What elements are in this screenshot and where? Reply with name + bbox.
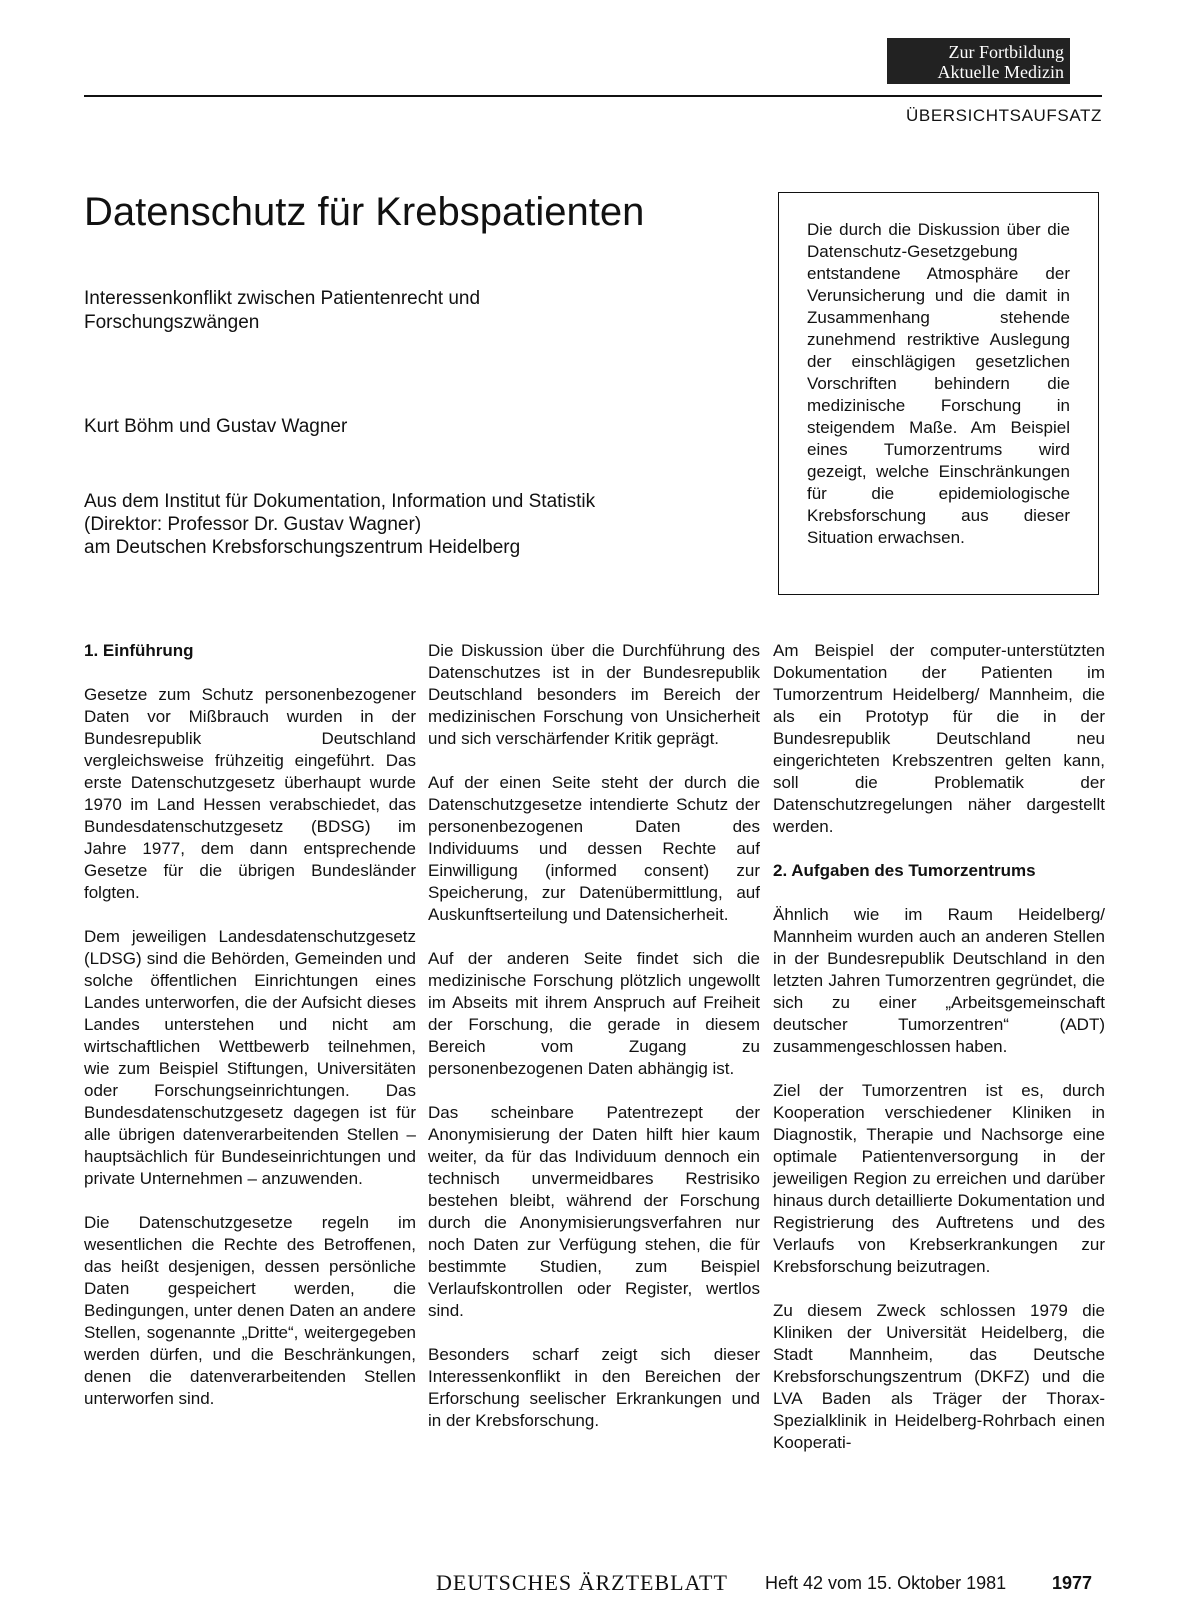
paragraph: Dem jeweiligen Landesdatenschutzgesetz (LDSG) sind die Behörden, Gemeinden und solche öffentlichen Einrichtungen eines Landes unterworfen, die der Aufsicht dieses Landes unterstehen und nicht am wirtschaftlichen Wettbewerb teilnehmen, wie zum Beispiel Stiftungen, Universitäten oder Forschungseinrichtungen. Das Bundesdatenschutzgesetz dagegen ist für alle übrigen datenverarbeitenden Stellen – hauptsächlich für Bundeseinrichtungen und private Unternehmen – anzuwenden. (84, 927, 416, 1188)
paragraph: Ähnlich wie im Raum Heidelberg/ Mannheim wurden auch an anderen Stellen in der Bundesrepublik Deutschland in den letzten Jahren Tumorzentren gegründet, die sich zu einer „Arbeitsgemeinschaft deutscher Tumorzentren“ (ADT) zusammengeschlossen haben. (773, 905, 1105, 1056)
abstract-box (778, 192, 1099, 595)
body-column-2 (428, 640, 760, 1454)
article-title: Datenschutz für Krebspatienten (84, 190, 645, 234)
article-subtitle: Interessenkonflikt zwischen Patientenrecht und Forschungszwängen (84, 288, 481, 333)
body-column-3 (773, 640, 1105, 1476)
section-heading: 2. Aufgaben des Tumorzentrums (773, 861, 1036, 880)
paragraph: Am Beispiel der computer-unterstützten Dokumentation der Patienten im Tumorzentrum Heidelberg/ Mannheim, die als ein Prototyp für die in der Bundesrepublik Deutschland neu eingerichteten Krebszentren gelten kann, soll die Problematik der Datenschutzregelungen näher dargestellt werden. (773, 641, 1105, 836)
abstract-text: Die durch die Diskussion über die Datenschutz-Gesetzgebung entstandene Atmosphäre der Verunsicherung und die damit in Zusammenhang stehende zunehmend restriktive Auslegung der einschlägigen gesetzlichen Vorschriften behindern die medizinische Forschung in steigendem Maße. Am Beispiel eines Tumorzentrums wird gezeigt, welche Einschränkungen für die epidemiologische Krebsforschung aus dieser Situation erwachsen. (807, 220, 1070, 547)
paragraph: Die Diskussion über die Durchführung des Datenschutzes ist in der Bundesrepublik Deutschland besonders im Bereich der medizinischen Forschung von Unsicherheit und sich verschärfender Kritik geprägt. (428, 641, 760, 748)
authors: Kurt Böhm und Gustav Wagner (84, 416, 348, 437)
journal-name: DEUTSCHES ÄRZTEBLATT (436, 1570, 728, 1595)
paragraph: Ziel der Tumorzentren ist es, durch Kooperation verschiedener Kliniken in Diagnostik, Therapie und Nachsorge eine optimale Patientenversorgung in der jeweiligen Region zu erreichen und darüber hinaus durch detaillierte Dokumentation und Registrierung des Auftretens und des Verlaufs von Krebserkrankungen zur Krebsforschung beizutragen. (773, 1081, 1105, 1276)
header-rule (84, 95, 1102, 97)
page-footer (0, 1570, 1178, 1600)
paragraph: Das scheinbare Patentrezept der Anonymisierung der Daten hilft hier kaum weiter, da für das Individuum dennoch ein technisch unvermeidbares Restrisiko bestehen bleibt, während der Forschung durch die Anonymisierungsverfahren nur noch Daten zur Verfügung stehen, die für bestimmte Studien, zum Beispiel Verlaufskontrollen oder Register, wertlos sind. (428, 1103, 760, 1320)
paragraph: Zu diesem Zweck schlossen 1979 die Kliniken der Universität Heidelberg, die Stadt Mannheim, das Deutsche Krebsforschungszentrum (DKFZ) und die LVA Baden als Träger der Thorax-Spezialklinik in Heidelberg-Rohrbach einen Kooperati- (773, 1301, 1105, 1452)
paragraph: Auf der einen Seite steht der durch die Datenschutzgesetze intendierte Schutz der personenbezogenen Daten des Individuums und dessen Rechte auf Einwilligung (informed consent) zur Speicherung, zur Datenübermittlung, auf Auskunftserteilung und Datensicherheit. (428, 773, 760, 924)
body-column-1 (84, 640, 416, 1432)
section-badge (887, 38, 1070, 84)
paragraph: Besonders scharf zeigt sich dieser Interessenkonflikt in den Bereichen der Erforschung seelischer Erkrankungen und in der Krebsforschung. (428, 1345, 760, 1430)
paragraph: Die Datenschutzgesetze regeln im wesentlichen die Rechte des Betroffenen, das heißt desjenigen, dessen persönliche Daten gespeichert werden, die Bedingungen, unter denen Daten an andere Stellen, sogenannte „Dritte“, weitergegeben werden dürfen, und die Beschränkungen, denen die datenverarbeitenden Stellen unterworfen sind. (84, 1213, 416, 1408)
article-type: ÜBERSICHTSAUFSATZ (906, 106, 1102, 125)
affiliation-line: Aus dem Institut für Dokumentation, Information und Statistik (84, 491, 596, 512)
paragraph: Gesetze zum Schutz personenbezogener Daten vor Mißbrauch wurden in der Bundesrepublik Deutschland vergleichsweise frühzeitig eingeführt. Das erste Datenschutzgesetz überhaupt wurde 1970 im Land Hessen verabschiedet, das Bundesdatenschutzgesetz (BDSG) im Jahre 1977, dem dann entsprechende Gesetze für die übrigen Bundesländer folgten. (84, 685, 416, 902)
paragraph: Auf der anderen Seite findet sich die medizinische Forschung plötzlich ungewollt im Abseits mit ihrem Anspruch auf Freiheit der Forschung, die gerade in diesem Bereich vom Zugang zu personenbezogenen Daten abhängig ist. (428, 949, 760, 1078)
affiliation-line: (Direktor: Professor Dr. Gustav Wagner) (84, 514, 422, 535)
badge-line-1: Zur Fortbildung (948, 42, 1064, 62)
affiliation-line: am Deutschen Krebsforschungszentrum Heidelberg (84, 537, 521, 558)
affiliation (84, 490, 724, 559)
section-heading: 1. Einführung (84, 641, 194, 660)
issue-info: Heft 42 vom 15. Oktober 1981 (765, 1573, 1007, 1593)
badge-line-2: Aktuelle Medizin (937, 62, 1064, 82)
page-number: 1977 (1052, 1573, 1093, 1593)
